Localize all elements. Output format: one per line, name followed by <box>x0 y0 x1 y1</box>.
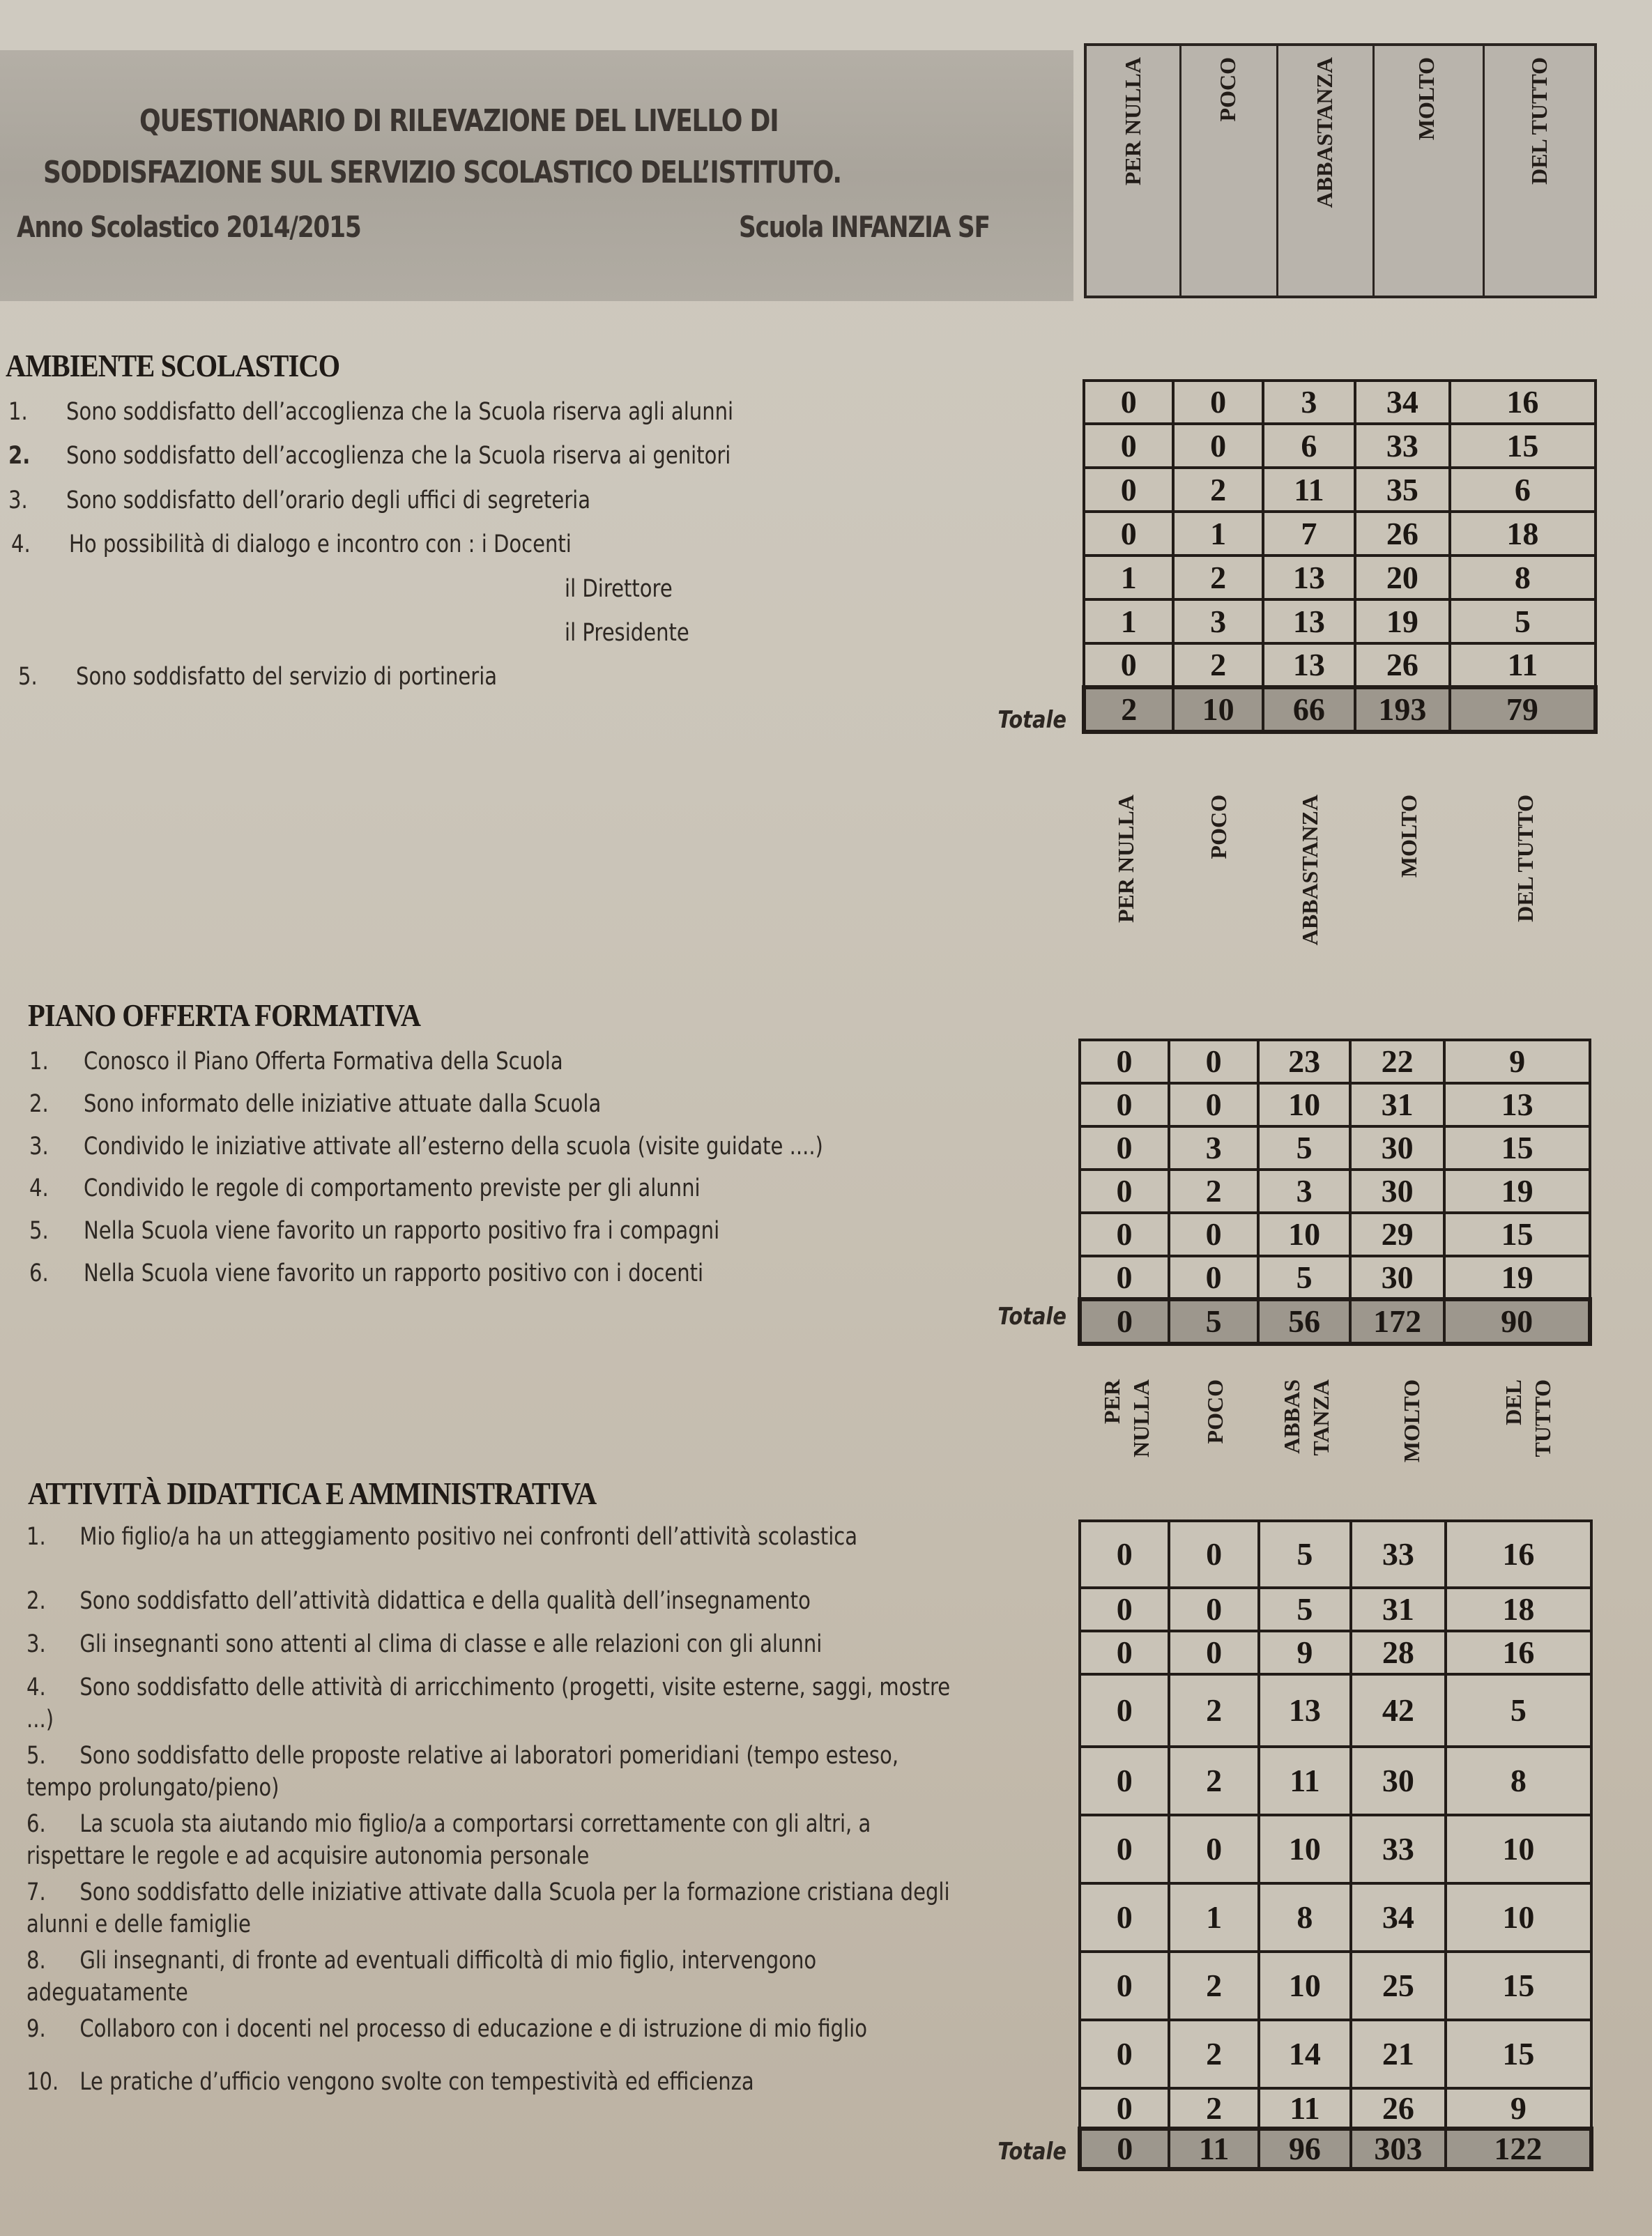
question-text: Sono soddisfatto dell’accoglienza che la Scuola riserva ai genitori <box>66 442 731 470</box>
response-row <box>1080 1631 1591 1674</box>
total-label: Totale <box>997 2138 1066 2166</box>
response-row <box>1080 1521 1591 1588</box>
response-row <box>1084 556 1596 599</box>
count-cell-abbastanza: 7 <box>1263 512 1355 556</box>
question-text: Mio figlio/a ha un atteggiamento positivo nei confronti dell’attività scolastica <box>79 1523 858 1551</box>
question-number: 2. <box>8 442 31 470</box>
count-cell-del-tutto: 15 <box>1450 424 1596 468</box>
count-cell-per-nulla: 0 <box>1080 1170 1169 1213</box>
count-cell-poco: 0 <box>1169 1815 1258 1883</box>
count-cell-per-nulla: 0 <box>1084 424 1173 468</box>
response-row <box>1080 1815 1591 1883</box>
count-cell-per-nulla: 0 <box>1084 381 1173 424</box>
count-cell-poco: 2 <box>1173 643 1262 687</box>
total-row <box>1080 2129 1591 2169</box>
count-cell-abbastanza: 5 <box>1259 1588 1351 1631</box>
question-text: Le pratiche d’ufficio vengono svolte con tempestività ed efficienza <box>79 2068 754 2096</box>
school-year: Anno Scolastico 2014/2015 <box>17 210 361 244</box>
response-row <box>1080 1126 1590 1170</box>
total-cell-per-nulla: 0 <box>1080 2129 1169 2169</box>
count-cell-poco: 2 <box>1169 1674 1258 1747</box>
count-cell-del-tutto: 9 <box>1446 2088 1591 2129</box>
total-cell-poco: 11 <box>1169 2129 1258 2169</box>
question-text: Gli insegnanti, di fronte ad eventuali difficoltà di mio figlio, intervengono <box>79 1947 817 1975</box>
count-cell-abbastanza: 5 <box>1258 1256 1350 1299</box>
response-row <box>1080 1040 1590 1083</box>
question-number: 6. <box>26 1810 46 1838</box>
count-cell-poco: 2 <box>1169 2020 1258 2088</box>
question-text-continuation: adeguatamente <box>26 1979 188 2007</box>
count-cell-per-nulla: 0 <box>1084 512 1173 556</box>
question-text-continuation: ...) <box>26 1706 54 1733</box>
scale-label-abbastanza-part2: TANZA <box>1308 1379 1333 1456</box>
count-cell-del-tutto: 19 <box>1444 1170 1590 1213</box>
count-cell-del-tutto: 18 <box>1446 1588 1591 1631</box>
total-cell-poco: 10 <box>1173 687 1262 732</box>
total-row <box>1084 687 1596 732</box>
section-title-piano: PIANO OFFERTA FORMATIVA <box>28 997 421 1033</box>
count-cell-poco: 3 <box>1169 1126 1258 1170</box>
count-cell-abbastanza: 11 <box>1259 2088 1351 2129</box>
count-cell-poco: 0 <box>1169 1631 1258 1674</box>
count-cell-molto: 31 <box>1350 1083 1444 1126</box>
scale-label-abbastanza: ABBASTANZA <box>1311 57 1337 208</box>
question-number: 5. <box>29 1217 49 1245</box>
scale-label-per-nulla: PER NULLA <box>1113 795 1138 924</box>
total-cell-del-tutto: 122 <box>1446 2129 1591 2169</box>
count-cell-poco: 0 <box>1173 381 1262 424</box>
question-text-continuation: rispettare le regole e ad acquisire autonomia personale <box>26 1842 590 1870</box>
total-cell-abbastanza: 56 <box>1258 1299 1350 1344</box>
count-cell-per-nulla: 0 <box>1080 1815 1169 1883</box>
question-number: 3. <box>29 1133 49 1161</box>
question-number: 2. <box>26 1587 46 1615</box>
count-cell-abbastanza: 14 <box>1259 2020 1351 2088</box>
count-cell-poco: 0 <box>1169 1256 1258 1299</box>
count-cell-per-nulla: 0 <box>1080 2020 1169 2088</box>
response-row <box>1080 1747 1591 1815</box>
question-number: 1. <box>8 398 28 426</box>
question-number: 4. <box>26 1674 46 1701</box>
question-text: Condivido le regole di comportamento previste per gli alunni <box>84 1174 701 1202</box>
count-cell-poco: 1 <box>1173 512 1262 556</box>
question-item <box>11 530 572 559</box>
scale-label-del-tutto-part2: TUTTO <box>1530 1379 1555 1457</box>
count-cell-per-nulla: 0 <box>1080 1747 1169 1815</box>
scale-header-cell <box>1087 46 1181 296</box>
scale-header-split <box>1084 1377 1600 1471</box>
count-cell-molto: 20 <box>1355 556 1450 599</box>
count-cell-del-tutto: 5 <box>1450 599 1596 643</box>
question-text: Sono soddisfatto delle attività di arricchimento (progetti, visite esterne, saggi, mostre <box>79 1674 951 1701</box>
total-cell-abbastanza: 96 <box>1259 2129 1351 2169</box>
scale-header-free <box>1084 781 1600 946</box>
response-row <box>1080 2088 1591 2129</box>
question-number: 6. <box>29 1259 49 1287</box>
question-text: Sono soddisfatto delle proposte relative ai laboratori pomeridiani (tempo esteso, <box>79 1742 899 1770</box>
scale-label-per-nulla-part1: PER <box>1099 1379 1124 1424</box>
scale-header-table <box>1084 43 1597 298</box>
count-cell-per-nulla: 0 <box>1080 1126 1169 1170</box>
total-cell-del-tutto: 90 <box>1444 1299 1590 1344</box>
count-cell-poco: 2 <box>1169 1170 1258 1213</box>
scale-header-cell <box>1278 46 1375 296</box>
total-cell-del-tutto: 79 <box>1450 687 1596 732</box>
count-cell-del-tutto: 6 <box>1450 468 1596 512</box>
count-cell-poco: 2 <box>1173 556 1262 599</box>
count-cell-per-nulla: 0 <box>1080 1256 1169 1299</box>
count-cell-per-nulla: 0 <box>1080 1631 1169 1674</box>
school-name: Scuola INFANZIA SF <box>739 210 990 244</box>
count-cell-molto: 30 <box>1350 1170 1444 1213</box>
total-row <box>1080 1299 1590 1344</box>
count-cell-poco: 0 <box>1169 1213 1258 1256</box>
title-line-2: SODDISFAZIONE SUL SERVIZIO SCOLASTICO DELL’ISTITUTO. <box>43 155 841 190</box>
count-cell-del-tutto: 11 <box>1450 643 1596 687</box>
count-cell-molto: 31 <box>1351 1588 1446 1631</box>
count-cell-per-nulla: 0 <box>1080 1040 1169 1083</box>
count-cell-per-nulla: 0 <box>1080 1952 1169 2020</box>
question-item <box>18 662 497 691</box>
count-cell-molto: 34 <box>1351 1883 1446 1952</box>
count-cell-molto: 33 <box>1351 1521 1446 1588</box>
count-cell-per-nulla: 1 <box>1084 599 1173 643</box>
count-cell-del-tutto: 19 <box>1444 1256 1590 1299</box>
question-number: 8. <box>26 1947 46 1975</box>
count-cell-del-tutto: 9 <box>1444 1040 1590 1083</box>
count-cell-per-nulla: 0 <box>1080 1083 1169 1126</box>
count-cell-abbastanza: 3 <box>1263 381 1355 424</box>
question-number: 3. <box>8 487 28 514</box>
count-cell-poco: 2 <box>1173 468 1262 512</box>
scale-label-poco: POCO <box>1206 795 1231 859</box>
count-cell-abbastanza: 23 <box>1258 1040 1350 1083</box>
total-label: Totale <box>997 706 1066 734</box>
scale-header-cell <box>1375 46 1485 296</box>
scale-label-molto: MOLTO <box>1413 57 1439 141</box>
question-item <box>29 1259 703 1288</box>
question-text: Gli insegnanti sono attenti al clima di classe e alle relazioni con gli alunni <box>79 1630 823 1658</box>
question-text-continuation: alunni e delle famiglie <box>26 1910 251 1938</box>
scale-header-cell <box>1181 46 1278 296</box>
section-title-attivita: ATTIVITÀ DIDATTICA E AMMINISTRATIVA <box>28 1476 597 1511</box>
count-cell-per-nulla: 0 <box>1080 1213 1169 1256</box>
question-text: Sono soddisfatto dell’attività didattica e della qualità dell’insegnamento <box>79 1587 811 1615</box>
scale-label-molto: MOLTO <box>1399 1379 1424 1463</box>
response-row <box>1080 1588 1591 1631</box>
count-cell-del-tutto: 10 <box>1446 1815 1591 1883</box>
count-cell-per-nulla: 0 <box>1084 468 1173 512</box>
count-cell-molto: 28 <box>1351 1631 1446 1674</box>
response-row <box>1084 468 1596 512</box>
total-cell-per-nulla: 2 <box>1084 687 1173 732</box>
question-item <box>26 1586 811 1616</box>
question-number: 1. <box>26 1523 46 1551</box>
scale-label-del-tutto-part1: DEL <box>1501 1379 1526 1425</box>
count-cell-abbastanza: 13 <box>1263 643 1355 687</box>
question-text: Condivido le iniziative attivate all’esterno della scuola (visite guidate ....) <box>84 1133 823 1161</box>
count-cell-del-tutto: 15 <box>1444 1126 1590 1170</box>
count-cell-molto: 26 <box>1355 512 1450 556</box>
question-number: 5. <box>18 663 38 691</box>
total-cell-molto: 193 <box>1355 687 1450 732</box>
response-row <box>1084 643 1596 687</box>
count-cell-poco: 2 <box>1169 1747 1258 1815</box>
count-cell-poco: 1 <box>1169 1883 1258 1952</box>
response-row <box>1084 599 1596 643</box>
count-cell-abbastanza: 11 <box>1259 1747 1351 1815</box>
total-cell-molto: 303 <box>1351 2129 1446 2169</box>
count-cell-per-nulla: 1 <box>1084 556 1173 599</box>
question-number: 7. <box>26 1878 46 1906</box>
question-text: Sono informato delle iniziative attuate dalla Scuola <box>84 1090 602 1118</box>
count-cell-abbastanza: 10 <box>1259 1815 1351 1883</box>
question-item <box>29 1132 823 1161</box>
scale-label-del-tutto: DEL TUTTO <box>1526 57 1552 185</box>
scale-label-per-nulla-part2: NULLA <box>1129 1379 1154 1458</box>
count-cell-abbastanza: 5 <box>1258 1126 1350 1170</box>
count-cell-molto: 33 <box>1351 1815 1446 1883</box>
count-cell-del-tutto: 15 <box>1444 1213 1590 1256</box>
question-number: 9. <box>26 2015 46 2043</box>
count-cell-per-nulla: 0 <box>1080 2088 1169 2129</box>
count-cell-molto: 19 <box>1355 599 1450 643</box>
scale-label-molto: MOLTO <box>1396 795 1421 878</box>
response-row <box>1084 512 1596 556</box>
count-cell-del-tutto: 10 <box>1446 1883 1591 1952</box>
count-cell-abbastanza: 9 <box>1259 1631 1351 1674</box>
count-cell-per-nulla: 0 <box>1080 1588 1169 1631</box>
count-cell-del-tutto: 16 <box>1450 381 1596 424</box>
question-text: Sono soddisfatto del servizio di portineria <box>76 663 498 691</box>
question-text-continuation: tempo prolungato/pieno) <box>26 1774 280 1802</box>
count-cell-molto: 30 <box>1350 1256 1444 1299</box>
count-cell-del-tutto: 13 <box>1444 1083 1590 1126</box>
count-cell-abbastanza: 3 <box>1258 1170 1350 1213</box>
count-cell-abbastanza: 6 <box>1263 424 1355 468</box>
title-line-1: QUESTIONARIO DI RILEVAZIONE DEL LIVELLO DI <box>139 103 779 139</box>
total-cell-molto: 172 <box>1350 1299 1444 1344</box>
question-item <box>26 1878 950 1907</box>
count-cell-per-nulla: 0 <box>1080 1674 1169 1747</box>
question-text: Ho possibilità di dialogo e incontro con : i Docenti <box>69 530 572 558</box>
scale-label-abbastanza-part1: ABBAS <box>1279 1379 1304 1454</box>
question-text: Nella Scuola viene favorito un rapporto positivo con i docenti <box>84 1259 704 1287</box>
response-row <box>1080 1256 1590 1299</box>
response-row <box>1084 381 1596 424</box>
question-item <box>26 1673 950 1702</box>
count-cell-poco: 3 <box>1173 599 1262 643</box>
response-row <box>1080 1170 1590 1213</box>
response-table-attivita <box>1078 1519 1593 2171</box>
count-cell-molto: 30 <box>1351 1747 1446 1815</box>
count-cell-del-tutto: 16 <box>1446 1521 1591 1588</box>
question-text: Sono soddisfatto dell’orario degli uffici di segreteria <box>66 487 591 514</box>
question-text: La scuola sta aiutando mio figlio/a a comportarsi correttamente con gli altri, a <box>79 1810 871 1838</box>
question-item <box>29 1089 601 1119</box>
scale-label-poco: POCO <box>1215 57 1241 122</box>
count-cell-molto: 22 <box>1350 1040 1444 1083</box>
count-cell-abbastanza: 10 <box>1258 1213 1350 1256</box>
count-cell-per-nulla: 0 <box>1080 1521 1169 1588</box>
count-cell-molto: 42 <box>1351 1674 1446 1747</box>
count-cell-molto: 26 <box>1351 2088 1446 2129</box>
question-item <box>26 2067 754 2097</box>
question-number: 3. <box>26 1630 46 1658</box>
total-cell-poco: 5 <box>1169 1299 1258 1344</box>
question-item <box>8 397 733 427</box>
scale-label-abbastanza: ABBASTANZA <box>1297 795 1322 946</box>
response-table-ambiente <box>1082 379 1598 734</box>
count-cell-molto: 30 <box>1350 1126 1444 1170</box>
count-cell-del-tutto: 15 <box>1446 2020 1591 2088</box>
count-cell-poco: 0 <box>1169 1083 1258 1126</box>
count-cell-molto: 33 <box>1355 424 1450 468</box>
response-row <box>1080 2020 1591 2088</box>
question-text: Sono soddisfatto delle iniziative attivate dalla Scuola per la formazione cristiana degli <box>79 1878 950 1906</box>
section-title-ambiente: AMBIENTE SCOLASTICO <box>6 348 340 383</box>
question-text: Nella Scuola viene favorito un rapporto positivo fra i compagni <box>84 1217 720 1245</box>
count-cell-molto: 35 <box>1355 468 1450 512</box>
total-label: Totale <box>997 1303 1066 1331</box>
count-cell-abbastanza: 11 <box>1263 468 1355 512</box>
question-number: 4. <box>29 1174 49 1202</box>
count-cell-abbastanza: 13 <box>1259 1674 1351 1747</box>
response-row <box>1080 1213 1590 1256</box>
total-cell-abbastanza: 66 <box>1263 687 1355 732</box>
question-item <box>8 441 731 470</box>
count-cell-molto: 34 <box>1355 381 1450 424</box>
count-cell-abbastanza: 13 <box>1263 599 1355 643</box>
count-cell-molto: 21 <box>1351 2020 1446 2088</box>
total-cell-per-nulla: 0 <box>1080 1299 1169 1344</box>
response-row <box>1080 1952 1591 2020</box>
question-number: 2. <box>29 1090 49 1118</box>
question-subitem: il Presidente <box>565 619 689 647</box>
count-cell-abbastanza: 5 <box>1259 1521 1351 1588</box>
response-table-piano <box>1078 1039 1592 1346</box>
response-row <box>1080 1674 1591 1747</box>
count-cell-poco: 2 <box>1169 2088 1258 2129</box>
count-cell-molto: 29 <box>1350 1213 1444 1256</box>
count-cell-poco: 2 <box>1169 1952 1258 2020</box>
count-cell-abbastanza: 10 <box>1259 1952 1351 2020</box>
count-cell-molto: 25 <box>1351 1952 1446 2020</box>
question-item <box>26 2014 867 2044</box>
count-cell-poco: 0 <box>1169 1040 1258 1083</box>
count-cell-del-tutto: 18 <box>1450 512 1596 556</box>
count-cell-del-tutto: 8 <box>1450 556 1596 599</box>
scale-label-per-nulla: PER NULLA <box>1120 57 1145 186</box>
count-cell-per-nulla: 0 <box>1084 643 1173 687</box>
count-cell-del-tutto: 5 <box>1446 1674 1591 1747</box>
scale-header-cell <box>1485 46 1594 296</box>
question-item <box>26 1946 816 1975</box>
question-text: Conosco il Piano Offerta Formativa della Scuola <box>84 1048 563 1075</box>
count-cell-poco: 0 <box>1173 424 1262 468</box>
count-cell-del-tutto: 8 <box>1446 1747 1591 1815</box>
response-row <box>1084 424 1596 468</box>
question-item <box>29 1047 563 1076</box>
question-item <box>8 486 590 515</box>
count-cell-molto: 26 <box>1355 643 1450 687</box>
count-cell-per-nulla: 0 <box>1080 1883 1169 1952</box>
question-subitem: il Direttore <box>565 575 673 603</box>
response-row <box>1080 1883 1591 1952</box>
question-item <box>29 1174 701 1203</box>
count-cell-abbastanza: 13 <box>1263 556 1355 599</box>
question-item <box>26 1809 871 1839</box>
question-item <box>26 1522 857 1552</box>
count-cell-poco: 0 <box>1169 1588 1258 1631</box>
question-item <box>26 1741 898 1770</box>
question-text: Collaboro con i docenti nel processo di educazione e di istruzione di mio figlio <box>79 2015 868 2043</box>
count-cell-abbastanza: 10 <box>1258 1083 1350 1126</box>
question-text: Sono soddisfatto dell’accoglienza che la Scuola riserva agli alunni <box>66 398 734 426</box>
question-number: 5. <box>26 1742 46 1770</box>
count-cell-del-tutto: 16 <box>1446 1631 1591 1674</box>
question-number: 4. <box>11 530 31 558</box>
scale-label-del-tutto: DEL TUTTO <box>1513 795 1538 922</box>
count-cell-poco: 0 <box>1169 1521 1258 1588</box>
count-cell-del-tutto: 15 <box>1446 1952 1591 2020</box>
response-row <box>1080 1083 1590 1126</box>
question-number: 10. <box>26 2068 59 2096</box>
question-item <box>29 1216 719 1246</box>
question-item <box>26 1630 822 1659</box>
question-number: 1. <box>29 1048 49 1075</box>
scale-label-poco: POCO <box>1202 1379 1227 1444</box>
count-cell-abbastanza: 8 <box>1259 1883 1351 1952</box>
